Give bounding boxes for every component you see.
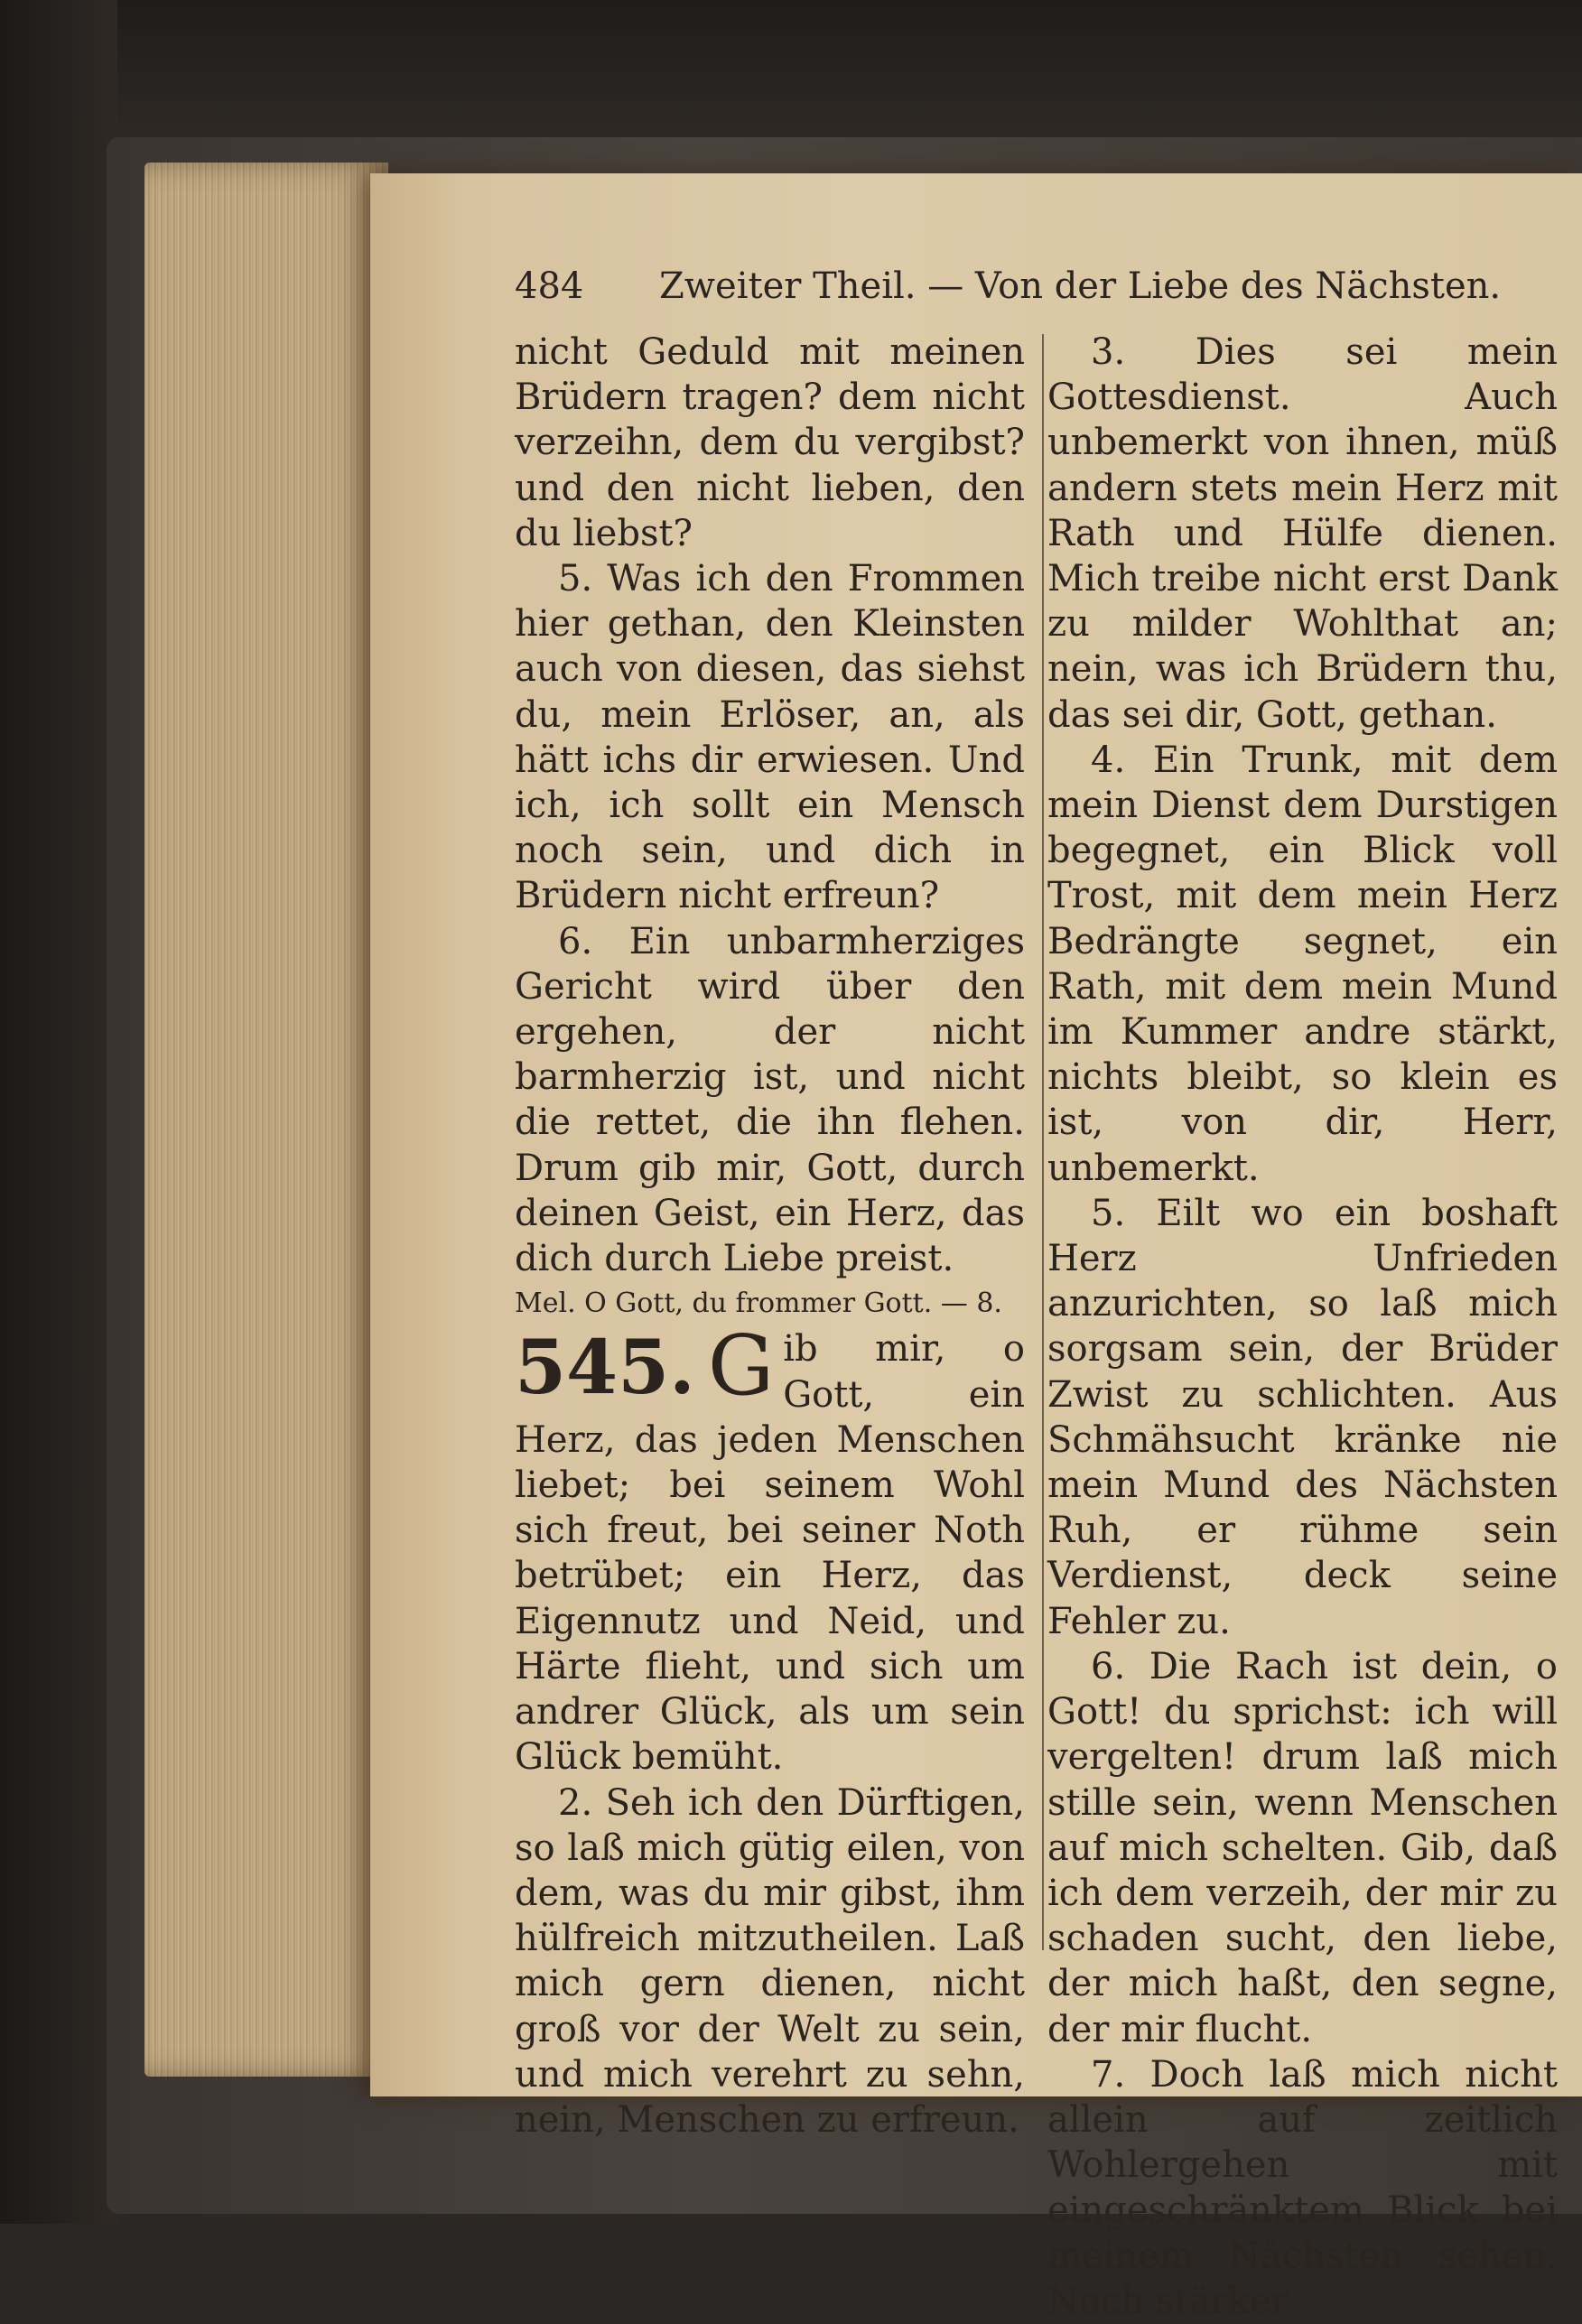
- running-head: Zweiter Theil. — Von der Liebe des Nächsten.: [659, 265, 1502, 307]
- verse-3: 3. Dies sei mein Gottesdienst. Auch unbemerkt von ihnen, müß andern stets mein Herz mit Rath und Hülfe dienen. Mich treibe nicht erst Dank zu milder Wohlthat an; nein, was ich Brüdern thu, das sei dir, Gott, gethan.: [1047, 331, 1558, 736]
- page-edges: [144, 163, 388, 2077]
- left-column: [515, 330, 1025, 2143]
- background-left: [0, 0, 117, 2224]
- hymn-545-start: [515, 1317, 1025, 1780]
- verse-5-left: 5. Was ich den Frommen hier gethan, den Kleinsten auch von diesen, das siehst du, mein Erlöser, an, als hätt ichs dir erwiesen. Und ich, ich sollt ein Mensch noch sein, und dich in Brüdern nicht erfreun?: [515, 558, 1025, 917]
- hymn-verse-1: ib mir, o Gott, ein Herz, das jeden Menschen liebet; bei seinem Wohl sich freut, bei seiner Noth betrübet; ein Herz, das Eigennutz und Neid, und Härte flieht, und sich um andrer Glück, als um sein Glück bemüht.: [515, 1328, 1025, 1779]
- column-divider: [1042, 334, 1044, 1950]
- right-column: [1047, 330, 1558, 2324]
- verse-4: 4. Ein Trunk, mit dem mein Dienst dem Durstigen begegnet, ein Blick voll Trost, mit dem mein Herz Bedrängte segnet, ein Rath, mit dem mein Mund im Kummer andre stärkt, nichts bleibt, so klein es ist, von dir, Herr, unbemerkt.: [1047, 739, 1558, 1189]
- verse-5-right: 5. Eilt wo ein boshaft Herz Unfrieden anzurichten, so laß mich sorgsam sein, der Brüder Zwist zu schlichten. Aus Schmähsucht kränke nie mein Mund des Nächsten Ruh, er rühme sein Verdienst, deck seine Fehler zu.: [1047, 1192, 1558, 1642]
- verse-2: 2. Seh ich den Dürftigen, so laß mich gütig eilen, von dem, was du mir gibst, ihm hülfreich mitzutheilen. Laß mich gern dienen, nicht groß vor der Welt zu sein, und mich verehrt zu sehn, nein, Menschen zu erfreun.: [515, 1781, 1025, 2141]
- background-top: [0, 0, 1582, 153]
- verse-6-right: 6. Die Rach ist dein, o Gott! du sprichst: ich will vergelten! drum laß mich stille sein, wenn Menschen auf mich schelten. Gib, daß ich dem verzeih, der mir zu schaden sucht, den liebe, der mich haßt, den segne, der mir flucht.: [1047, 1645, 1558, 2050]
- verse-continuation: nicht Geduld mit meinen Brüdern tragen? dem nicht verzeihn, dem du vergibst? und den nicht lieben, den du liebst?: [515, 331, 1025, 554]
- verse-6-left: 6. Ein unbarmherziges Gericht wird über den ergehen, der nicht barmherzig ist, und nicht die rettet, die ihn flehen. Drum gib mir, Gott, durch deinen Geist, ein Herz, das dich durch Liebe preist.: [515, 920, 1025, 1280]
- hymn-number: 545.: [515, 1325, 695, 1412]
- page-number: 484: [515, 265, 584, 307]
- verse-7: 7. Doch laß mich nicht allein auf zeitlich Wohlergehen mit eingeschränktem Blick bei meinem Nächsten sehen. Noch stärker: [1047, 2053, 1558, 2322]
- drop-cap: G: [707, 1317, 775, 1415]
- melody-line: Mel. O Gott, du frommer Gott. — 8.: [515, 1287, 1002, 1320]
